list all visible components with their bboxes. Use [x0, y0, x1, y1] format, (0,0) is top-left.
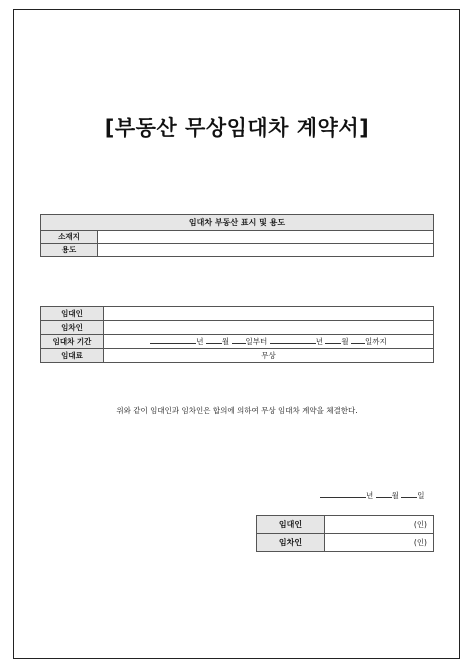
period-year-to: 년: [315, 337, 323, 346]
table-row: [257, 516, 434, 534]
signature-table: [256, 515, 434, 552]
rent-label: 임대료: [41, 349, 104, 363]
table-row: [41, 349, 434, 363]
table-row: [41, 244, 434, 257]
lessor-seal[interactable]: (인): [325, 516, 434, 534]
parties-table: [40, 306, 434, 363]
table-row: [41, 307, 434, 321]
blank-line: [401, 489, 417, 498]
signature-lessee-label: 임차인: [257, 534, 325, 552]
location-field[interactable]: [98, 231, 434, 244]
blank-line: [376, 489, 392, 498]
lessee-seal[interactable]: (인): [325, 534, 434, 552]
blank-line: [206, 335, 222, 344]
rent-value: 무상: [104, 349, 434, 363]
location-label: 소재지: [41, 231, 98, 244]
period-month-to: 월: [341, 337, 349, 346]
date-year: 년: [366, 491, 374, 500]
usage-field[interactable]: [98, 244, 434, 257]
blank-line: [232, 335, 246, 344]
usage-label: 용도: [41, 244, 98, 257]
date-month: 월: [391, 491, 399, 500]
document-title: [부동산 무상임대차 계약서]: [104, 116, 370, 140]
period-field[interactable]: [104, 335, 434, 349]
lessee-field[interactable]: [104, 321, 434, 335]
lessee-label: 임차인: [41, 321, 104, 335]
period-month-from: 월: [221, 337, 230, 346]
property-table-header: 임대차 부동산 표시 및 용도: [41, 215, 434, 231]
lessor-label: 임대인: [41, 307, 104, 321]
table-row: [41, 231, 434, 244]
table-row: [41, 335, 434, 349]
blank-line: [150, 335, 196, 344]
property-table: [40, 214, 434, 257]
period-day-to: 일까지: [364, 337, 387, 346]
table-row: [41, 321, 434, 335]
period-label: 임대차 기간: [41, 335, 104, 349]
table-row: [257, 534, 434, 552]
blank-line: [351, 335, 365, 344]
date-day: 일: [417, 491, 425, 500]
agreement-statement: 위와 같이 임대인과 임차인은 합의에 의하여 무상 임대차 계약을 체결한다.: [116, 406, 358, 415]
period-day-from: 일부터: [245, 337, 268, 346]
blank-line: [325, 335, 341, 344]
blank-line: [320, 489, 366, 498]
blank-line: [270, 335, 316, 344]
contract-date[interactable]: [320, 489, 425, 501]
lessor-field[interactable]: [104, 307, 434, 321]
signature-lessor-label: 임대인: [257, 516, 325, 534]
period-year-from: 년: [196, 337, 204, 346]
